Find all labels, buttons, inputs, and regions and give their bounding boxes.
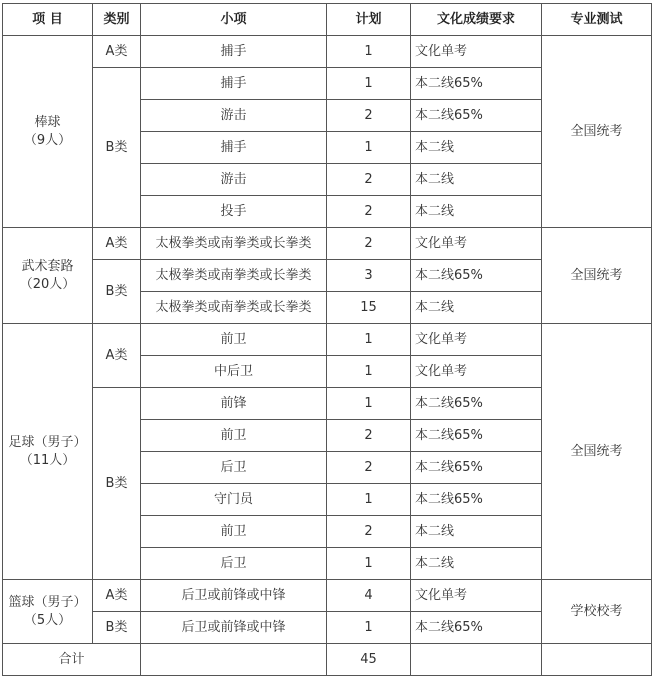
plan-cell: 2: [327, 196, 411, 228]
plan-cell: 3: [327, 260, 411, 292]
requirement-cell: 文化单考: [411, 356, 542, 388]
project-basketball: [3, 580, 93, 644]
total-label: 合计: [3, 644, 141, 676]
test-cell: 学校校考: [542, 580, 652, 644]
project-count: （11人）: [19, 452, 76, 468]
plan-cell: 1: [327, 548, 411, 580]
table-row: [3, 228, 652, 260]
sub-item-cell: 游击: [141, 100, 327, 132]
project-baseball: [3, 36, 93, 228]
requirement-cell: 本二线: [411, 164, 542, 196]
header-culture-requirement: 文化成绩要求: [411, 4, 542, 36]
header-plan: 计划: [327, 4, 411, 36]
plan-cell: 2: [327, 420, 411, 452]
project-football: [3, 324, 93, 580]
requirement-cell: 本二线: [411, 516, 542, 548]
requirement-cell: 文化单考: [411, 36, 542, 68]
sub-item-cell: 前卫: [141, 324, 327, 356]
requirement-cell: 本二线: [411, 292, 542, 324]
header-sub-item: 小项: [141, 4, 327, 36]
sub-item-cell: 后卫或前锋或中锋: [141, 580, 327, 612]
sub-item-cell: 捕手: [141, 132, 327, 164]
sub-item-cell: 后卫或前锋或中锋: [141, 612, 327, 644]
project-name: 棒球: [34, 114, 61, 130]
requirement-cell: 本二线65%: [411, 452, 542, 484]
total-empty-cell: [542, 644, 652, 676]
plan-cell: 1: [327, 324, 411, 356]
plan-cell: 2: [327, 164, 411, 196]
plan-cell: 2: [327, 452, 411, 484]
sub-item-cell: 投手: [141, 196, 327, 228]
requirement-cell: 本二线: [411, 132, 542, 164]
plan-cell: 2: [327, 228, 411, 260]
category-cell: A类: [93, 580, 141, 612]
project-count: （5人）: [23, 612, 72, 628]
plan-cell: 1: [327, 36, 411, 68]
plan-cell: 2: [327, 100, 411, 132]
project-name: 篮球（男子）: [8, 594, 87, 610]
requirement-cell: 本二线65%: [411, 612, 542, 644]
sub-item-cell: 太极拳类或南拳类或长拳类: [141, 292, 327, 324]
plan-cell: 2: [327, 516, 411, 548]
requirement-cell: 本二线: [411, 548, 542, 580]
project-wushu: [3, 228, 93, 324]
plan-cell: 1: [327, 356, 411, 388]
test-cell: 全国统考: [542, 36, 652, 228]
header-row: [3, 4, 652, 36]
category-cell: B类: [93, 68, 141, 228]
project-name: 足球（男子）: [8, 434, 87, 450]
admission-plan-table: [2, 3, 652, 676]
total-row: [3, 644, 652, 676]
category-cell: A类: [93, 228, 141, 260]
sub-item-cell: 太极拳类或南拳类或长拳类: [141, 260, 327, 292]
total-empty-cell: [411, 644, 542, 676]
header-category: 类别: [93, 4, 141, 36]
requirement-cell: 本二线65%: [411, 388, 542, 420]
requirement-cell: 文化单考: [411, 324, 542, 356]
requirement-cell: 本二线: [411, 196, 542, 228]
sub-item-cell: 中后卫: [141, 356, 327, 388]
requirement-cell: 本二线65%: [411, 68, 542, 100]
header-professional-test: 专业测试: [542, 4, 652, 36]
plan-cell: 1: [327, 388, 411, 420]
project-count: （20人）: [19, 276, 76, 292]
sub-item-cell: 守门员: [141, 484, 327, 516]
test-cell: 全国统考: [542, 324, 652, 580]
category-cell: A类: [93, 36, 141, 68]
table-row: [3, 324, 652, 356]
category-cell: B类: [93, 388, 141, 580]
test-cell: 全国统考: [542, 228, 652, 324]
sub-item-cell: 捕手: [141, 68, 327, 100]
sub-item-cell: 游击: [141, 164, 327, 196]
sub-item-cell: 捕手: [141, 36, 327, 68]
requirement-cell: 本二线65%: [411, 420, 542, 452]
plan-cell: 1: [327, 68, 411, 100]
category-cell: A类: [93, 324, 141, 388]
plan-cell: 15: [327, 292, 411, 324]
sub-item-cell: 后卫: [141, 452, 327, 484]
requirement-cell: 本二线65%: [411, 484, 542, 516]
sub-item-cell: 前锋: [141, 388, 327, 420]
sub-item-cell: 太极拳类或南拳类或长拳类: [141, 228, 327, 260]
header-project: 项 目: [3, 4, 93, 36]
requirement-cell: 文化单考: [411, 580, 542, 612]
plan-cell: 1: [327, 132, 411, 164]
total-plan: 45: [327, 644, 411, 676]
sub-item-cell: 后卫: [141, 548, 327, 580]
requirement-cell: 本二线65%: [411, 260, 542, 292]
plan-cell: 4: [327, 580, 411, 612]
plan-cell: 1: [327, 484, 411, 516]
requirement-cell: 文化单考: [411, 228, 542, 260]
category-cell: B类: [93, 612, 141, 644]
project-count: （9人）: [23, 132, 72, 148]
table-row: [3, 36, 652, 68]
table-row: [3, 580, 652, 612]
plan-cell: 1: [327, 612, 411, 644]
requirement-cell: 本二线65%: [411, 100, 542, 132]
category-cell: B类: [93, 260, 141, 324]
sub-item-cell: 前卫: [141, 420, 327, 452]
project-name: 武术套路: [21, 258, 74, 274]
total-empty-cell: [141, 644, 327, 676]
sub-item-cell: 前卫: [141, 516, 327, 548]
